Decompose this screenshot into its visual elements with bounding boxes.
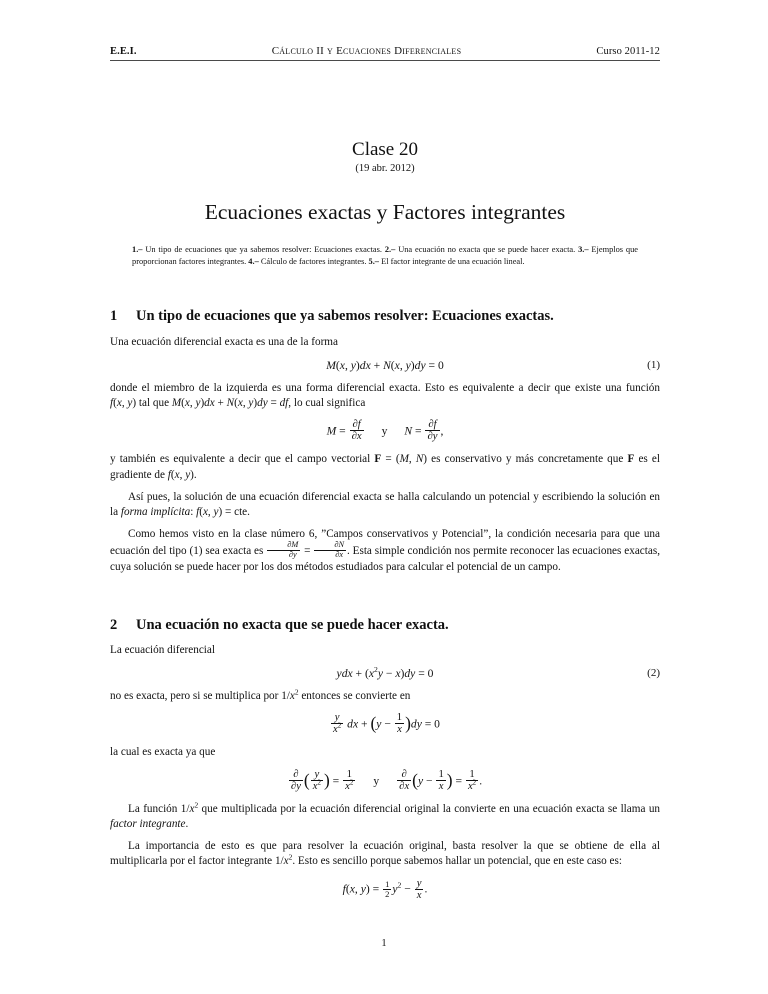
vector-F-1: F <box>374 453 382 466</box>
section-number-2: 2 <box>110 616 118 633</box>
equation-2-number: (2) <box>647 667 660 680</box>
vector-F-2: F <box>627 453 635 466</box>
equation-partials-M-N: M = $\frac{\partial f}{\partial x}$ y N = $\frac{\partial f}{\partial y}$ , <box>326 418 444 443</box>
section-title-2: Una ecuación no exacta que se puede hacer exacta. <box>136 616 449 633</box>
running-head-right: Curso 2011-12 <box>596 46 660 57</box>
equation-potential: f(x, y) = $\frac{1}{2}$ $y^2$ − $\frac{y}{x}$ . <box>342 876 428 901</box>
eq1-N: N <box>383 358 391 372</box>
frac-df-dx: $\frac{\partial f}{\partial x}$ <box>351 418 362 443</box>
frac-dM-dy: $\frac{\partial M}{\partial y}$ <box>267 541 300 559</box>
abstract-item-text-1: Un tipo de ecuaciones que ya sabemos resolver: Ecuaciones exactas. <box>142 244 385 254</box>
abstract-item-num-3: 3.– <box>578 244 589 254</box>
section-title-1: Un tipo de ecuaciones que ya sabemos resolver: Ecuaciones exactas. <box>136 308 554 325</box>
frac-y-over-x2: $\frac{y}{x^2}$ <box>333 711 342 736</box>
abstract-item-num-4: 4.– <box>248 256 259 266</box>
abstract-item-text-3: Ejemplos que proporcionan factores integrantes. <box>132 244 638 266</box>
equation-1-number: (1) <box>647 359 660 372</box>
equation-1: M(x, y)dx + N(x, y)dy = 0 (1) <box>326 358 660 372</box>
section2-paragraph-3: la cual es exacta ya que <box>110 746 216 759</box>
section2-paragraph-1: La ecuación diferencial <box>110 643 215 656</box>
equation-2: ydx + $(x^2y - x)dy = 0$ (2) <box>336 665 660 680</box>
section-heading-1 <box>110 307 660 325</box>
title-block <box>110 139 660 226</box>
running-head-center: Cálculo II y Ecuaciones Diferenciales <box>271 45 462 57</box>
frac-one-half: $\frac{1}{2}$ <box>385 878 390 899</box>
running-head-left: E.E.I. <box>110 46 137 57</box>
section-number-1: 1 <box>110 308 118 325</box>
operator-d-dx: $\frac{\partial}{\partial x}$ <box>399 767 410 792</box>
section2-paragraph-5: La importancia de esto es que para resolver la ecuación original, basta resolver la que se obtiene de ella al multiplicarla por el factor integrante $1/x^2$. Esto es sencillo porque sabemos hallar un potencial, que en este caso es: <box>110 840 660 868</box>
eq1-M: M <box>326 358 336 372</box>
frac-df-dy: $\frac{\partial f}{\partial y}$ <box>427 418 438 443</box>
page-title: Ecuaciones exactas y Factores integrantes <box>204 199 566 224</box>
frac-dN-dx: $\frac{\partial N}{\partial x}$ <box>314 541 346 559</box>
factor-integrante-emphasis: factor integrante <box>110 818 186 831</box>
running-head <box>110 45 660 61</box>
forma-implicita-emphasis: forma implícita <box>120 505 191 518</box>
section1-paragraph-4: Así pues, la solución de una ecuación diferencial exacta se halla calculando un potencial y escribiendo la solución en la forma implícita: f(x, y) = cte. <box>110 490 660 518</box>
abstract-item-num-2: 2.– <box>384 244 396 254</box>
abstract-item-num-5: 5.– <box>368 256 379 266</box>
abstract <box>132 244 638 268</box>
equation-exactness-check: $\frac{\partial}{\partial y}$ ( $\frac{y}{x^2}$ ) = $\frac{1}{x^2}$ y $\frac{\partial}{\partial x}$ (y − $\frac{1}{x}$ ) = $\frac{1}{x^2}$ . <box>290 767 483 792</box>
section1-paragraph-2: donde el miembro de la izquierda es una forma diferencial exacta. Esto es equivalente a decir que existe una función f(x, y) tal que M(x, y)dx + N(x, y)dy = df, lo cual significa <box>110 381 660 409</box>
frac-y-over-x: $\frac{y}{x}$ <box>416 876 422 901</box>
operator-d-dy: $\frac{\partial}{\partial y}$ <box>290 767 301 792</box>
abstract-item-text-5: El factor integrante de una ecuación lineal. <box>378 256 525 266</box>
page-number: 1 <box>381 938 387 949</box>
section1-paragraph-1: Una ecuación diferencial exacta es una de la forma <box>110 335 338 348</box>
frac-1-over-x: $\frac{1}{x}$ <box>396 711 403 736</box>
section1-paragraph-3: y también es equivalente a decir que el campo vectorial F = (M, N) es conservativo y más concretamente que F es el gradiente de f(x, y). <box>110 453 660 481</box>
equation-exact-form: $\frac{y}{x^2}$ dx + (y − $\frac{1}{x}$ )dy = 0 <box>333 711 440 736</box>
abstract-item-num-1: 1.– <box>132 244 143 254</box>
section1-paragraph-5: Como hemos visto en la clase número 6, ”Campos conservativos y Potencial”, la condición necesaria para que una ecuación del tipo (1) sea exacta es $\frac{\partial M}{\partial y}$ = $\frac{\partial N}{\partial x}$ . Esta simple condición nos permite reconocer las ecuaciones exactas, cuya solución se puede hacer por los dos métodos estudiados para calcular el potencial de un campo. <box>110 527 660 574</box>
section2-paragraph-4: La función $1/x^2$ que multiplicada por la ecuación diferencial original la convierte en una ecuación exacta se llama un factor integrante. <box>110 800 661 831</box>
section-heading-2 <box>110 616 660 634</box>
abstract-item-text-4: Cálculo de factores integrantes. <box>258 256 369 266</box>
page-content <box>110 45 660 911</box>
clase-title: Clase 20 <box>352 139 418 160</box>
section2-paragraph-2: no es exacta, pero si se multiplica por $1/x^2$ entonces se convierte en <box>110 687 411 702</box>
clase-date: (19 abr. 2012) <box>355 162 415 174</box>
abstract-item-text-2: Una ecuación no exacta que se puede hacer exacta. <box>395 244 579 254</box>
